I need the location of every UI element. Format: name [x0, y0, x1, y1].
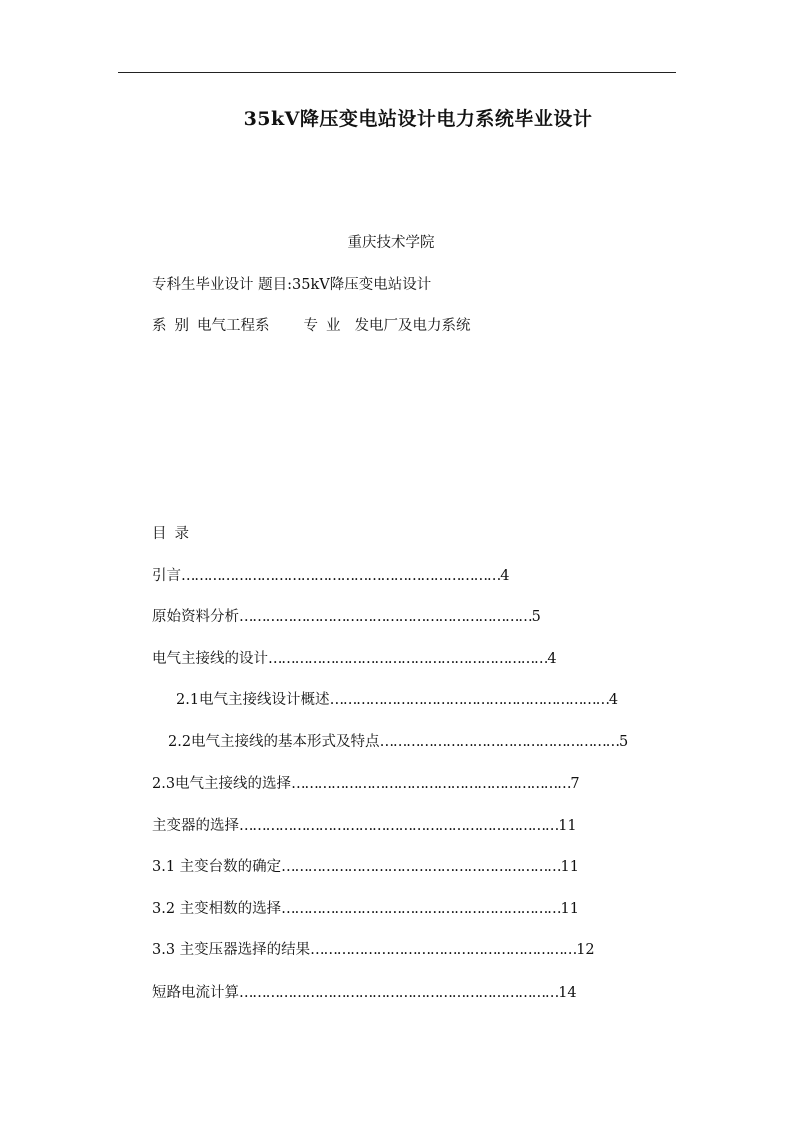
toc-entry-label: 3.3 主变压器选择的结果 [152, 942, 311, 958]
toc-entry-label: 主变器的选择 [152, 818, 239, 834]
toc-heading-a: 目 [152, 526, 167, 542]
toc-entry-page: 5 [618, 734, 629, 750]
toc-entry[interactable] [176, 691, 618, 709]
toc-entry-label: 2.2电气主接线的基本形式及特点 [168, 734, 380, 750]
major-value: 发电厂及电力系统 [354, 318, 471, 334]
toc-entry[interactable] [152, 984, 577, 1002]
toc-entry[interactable] [152, 775, 580, 793]
toc-entry-label: 短路电流计算 [152, 985, 239, 1001]
toc-entry-leader: ……………………………………………………… [291, 776, 571, 792]
toc-entry-label: 2.3电气主接线的选择 [152, 776, 292, 792]
toc-entry-label: 原始资料分析 [152, 609, 239, 625]
toc-entry-leader: ………………………………………………………… [239, 609, 532, 625]
toc-entry[interactable] [152, 858, 579, 876]
toc-entry-leader: …………………………………………………… [310, 942, 577, 958]
department-value: 电气工程系 [197, 318, 270, 334]
toc-entry[interactable] [152, 817, 577, 835]
toc-entry-page: 4 [547, 651, 557, 667]
department-label-b: 别 [174, 318, 189, 334]
department-label-a: 系 [152, 318, 167, 334]
document-title: 35kV降压变电站设计电力系统毕业设计 [243, 108, 593, 130]
school-name: 重庆技术学院 [347, 235, 435, 251]
toc-entry-leader: ……………………………………………… [379, 734, 619, 750]
toc-entry-label: 引言 [152, 568, 181, 584]
toc-entry-page: 5 [531, 609, 541, 625]
toc-entry-leader: ……………………………………………………… [281, 859, 561, 875]
toc-entry[interactable] [152, 567, 509, 585]
toc-entry[interactable] [152, 650, 557, 668]
major-label-a: 专 [303, 318, 318, 334]
toc-heading [152, 525, 189, 543]
toc-entry-leader: ……………………………………………………… [268, 651, 548, 667]
toc-entry[interactable] [152, 900, 579, 918]
toc-entry-page: 7 [570, 776, 580, 792]
department-major-line [152, 317, 471, 335]
toc-entry-page: 12 [576, 942, 595, 958]
toc-entry-label: 3.2 主变相数的选择 [152, 901, 282, 917]
major-label-b: 业 [326, 318, 341, 334]
toc-heading-b: 录 [174, 526, 189, 542]
toc-entry[interactable] [152, 941, 595, 959]
toc-entry-leader: ……………………………………………………………… [181, 568, 501, 584]
toc-entry-page: 11 [558, 818, 577, 834]
toc-entry-leader: ……………………………………………………………… [239, 985, 559, 1001]
toc-entry[interactable] [152, 608, 541, 626]
toc-entry-label: 3.1 主变台数的确定 [152, 859, 282, 875]
toc-entry-leader: ……………………………………………………………… [239, 818, 559, 834]
toc-entry-label: 2.1电气主接线设计概述 [176, 692, 330, 708]
toc-entry[interactable] [168, 733, 628, 751]
toc-entry-page: 4 [608, 692, 619, 708]
toc-entry-leader: ……………………………………………………… [281, 901, 561, 917]
header-rule [118, 72, 676, 73]
toc-entry-page: 4 [500, 568, 510, 584]
toc-entry-leader: ……………………………………………………… [329, 692, 609, 708]
toc-entry-page: 11 [560, 859, 579, 875]
toc-entry-page: 14 [558, 985, 577, 1001]
toc-entry-page: 11 [560, 901, 579, 917]
subject-line: 专科生毕业设计 题目:35kV降压变电站设计 [152, 277, 432, 293]
toc-entry-label: 电气主接线的设计 [152, 651, 268, 667]
